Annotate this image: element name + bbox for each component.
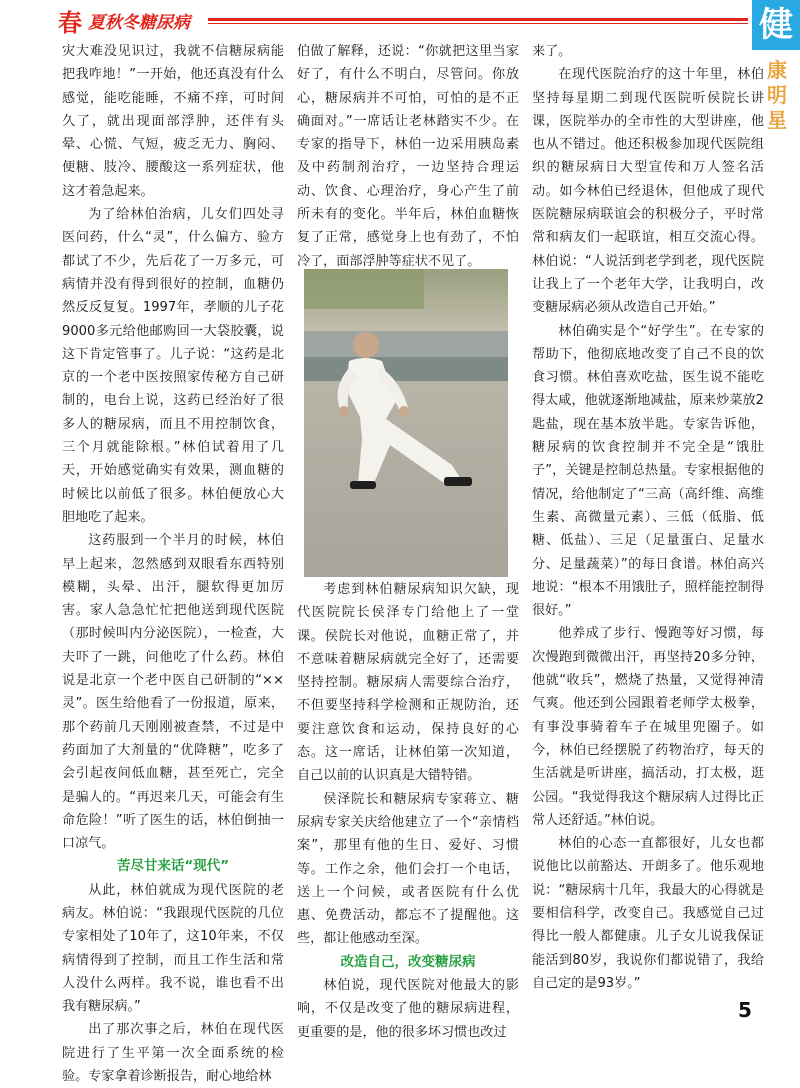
paragraph: 林伯确实是个“好学生”。在专家的帮助下，他彻底地改变了自己不良的饮食习惯。林伯喜欢吃盐，医生说不能吃得太咸，他就逐渐地减盐，原来炒菜放2匙盐，现在基本放半匙。专家告诉他，糖尿病的饮食控制并不完全是“饿肚子”，关键是控制总热量。专家根据他的情况，给他制定了“三高（高纤维、高维生素、高微量元素）、三低（低脂、低糖、低盐）、三足（足量蛋白、足量水分、足量蔬菜）”的每日食谱。林伯高兴地说：“根本不用饿肚子，照样能控制得很好。” [532,323,764,619]
running-header [58,6,748,37]
paragraph: 伯做了解释，还说：“你就把这里当家好了，有什么不明白，尽管问。你放心，糖尿病并不可怕，可怕的是不正确面对。”一席话让老林踏实不少。在专家的指导下，林伯一边采用胰岛素及中药制剂治疗，一边坚持合理运动、饮食、心理治疗，身心产生了前所未有的变化。半年后，林伯血糖恢复了正常，感觉身上也有劲了，不怕冷了，面部浮肿等症状不见了。 [297,44,519,269]
section-sub-char: 星 [767,108,787,132]
header-lead-char: 春 [58,8,82,37]
paragraph: 在现代医院治疗的这十年里，林伯坚持每星期二到现代医院听侯院长讲课，医院举办的全市性的大型讲座，他也从不错过。他还积极参加现代医院组织的糖尿病日大型宣传和万人签名活动。如今林伯已经退休，但他成了现代医院糖尿病联谊会的积极分子，平时常常和病友们一起联谊，相互交流心得。林伯说：“人说活到老学到老，现代医院让我上了一个老年大学，让我明白，改变糖尿病必须从改造自己开始。” [532,67,764,316]
section-tab: 健 [752,0,800,50]
paragraph: 这药服到一个半月的时候，林伯早上起来，忽然感到双眼看东西特别模糊，头晕、出汗，腿软得更加厉害。家人急急忙忙把他送到现代医院（那时候叫内分泌医院），一检查，大夫吓了一跳，问他吃了什么药。林伯说是北京一个老中医自己研制的“××灵”。医生给他看了一份报道，原来，那个药前几天刚刚被查禁，不过是中药面加了大剂量的“优降糖”，吃多了会引起夜间低血糖，甚至死亡，完全是骗人的。“再迟来几天，可能会有生命危险！”听了医生的话，林伯倒抽一口凉气。 [62,533,284,852]
section-subtitle [762,58,792,133]
section-sub-char: 康 [767,58,787,82]
article-column-2-top [297,40,519,273]
paragraph: 为了给林伯治病，儿女们四处寻医问药，什么“灵”，什么偏方、验方都试了不少，先后花了一万多元，可病情并没有得到很好的控制，血糖仍然反反复复。1997年，孝顺的儿子花9000多元给他邮购回一大袋胶囊，说这下肯定管事了。儿子说：“这药是北京的一个老中医按照家传秘方自己研制的，电台上说，这药已经治好了很多人的糖尿病，而且不用控制饮食，三个月就能除根。”林伯试着用了几天，开始感觉确实有效果，测血糖的时候比以前低了很多。林伯便放心大胆地吃了起来。 [62,207,284,525]
paragraph: 侯泽院长和糖尿病专家蒋立、糖尿病专家关庆给他建立了一个“亲情档案”，那里有他的生日、爱好、习惯等。工作之余，他们会打一个电话，送上一个问候，或者医院有什么优惠、免费活动，都忘不了提醒他。这些，都让他感动至深。 [297,791,519,947]
paragraph: 考虑到林伯糖尿病知识欠缺，现代医院院长侯泽专门给他上了一堂课。侯院长对他说，血糖正常了，并不意味着糖尿病就完全好了，还需要坚持控制。糖尿病人需要综合治疗，不但要坚持科学检测和正规防治，还要注意饮食和运动，保持良好的心态。这一席话，让林伯第一次知道，自己以前的认识真是大错特错。 [297,582,519,784]
paragraph: 出了那次事之后，林伯在现代医院进行了生平第一次全面系统的检验。专家拿着诊断报告，耐心地给林 [62,1022,284,1085]
paragraph: 林伯的心态一直都很好，儿女也都说他比以前豁达、开朗多了。他乐观地说：“糖尿病十几年，我最大的心得就是要相信科学，改变自己。我感觉自己过得比一般人都健康。儿子女儿说我保证能活到80岁，我说你们都说错了，我给自己定的是93岁。” [532,836,764,991]
article-column-3 [532,40,764,995]
tai-chi-photo [304,269,508,577]
section-sub-char: 明 [767,83,787,107]
photo-illustration [304,269,508,577]
header-series-title: 夏秋冬糖尿病 [88,13,190,33]
header-rule [208,18,748,21]
paragraph: 他养成了步行、慢跑等好习惯，每次慢跑到微微出汗，再坚持20多分钟，他就“收兵”，燃烧了热量，又觉得神清气爽。他还到公园跟着老师学太极拳，有事没事骑着车子在城里兜圈子。如今，林伯已经摆脱了药物治疗，每天的生活就是听讲座，搞活动，打太极，逛公园。“我觉得我这个糖尿病人过得比正常人还舒适。”林伯说。 [532,626,764,828]
paragraph: 灾大难没见识过，我就不信糖尿病能把我咋地！”一开始，他还真没有什么感觉，能吃能睡，不痛不痒，可时间久了，就出现面部浮肿，还伴有头晕、心慌、气短，疲乏无力、胸闷、便糖、肢冷、腰酸这一系列症状，他这才着急起来。 [62,44,284,199]
paragraph: 林伯说，现代医院对他最大的影响，不仅是改变了他的糖尿病进程，更重要的是，他的很多坏习惯也改过 [297,978,519,1040]
article-column-1 [62,40,284,1088]
paragraph: 来了。 [532,44,572,59]
article-column-2-bottom [297,578,519,1044]
subheading: 改造自己，改变糖尿病 [340,953,476,970]
page-number: 5 [738,998,752,1022]
header-rule-thin [208,23,748,24]
paragraph: 从此，林伯就成为现代医院的老病友。林伯说：“我跟现代医院的几位专家相处了10年了，这10年来，不仅病情得到了控制，而且工作生活和常人没什么两样。我不说，谁也看不出我有糖尿病。” [62,882,284,1015]
subheading: 苦尽甘来话“现代” [116,858,230,875]
